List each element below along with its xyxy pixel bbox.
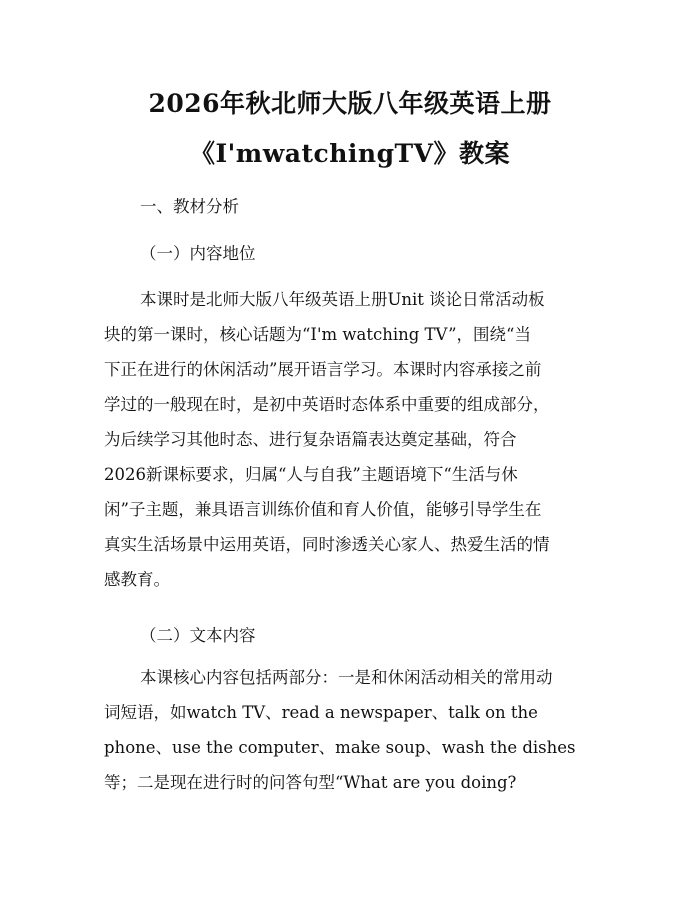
paragraph-line: 为后续学习其他时态、进行复杂语篇表达奠定基础，符合 [104, 430, 517, 449]
paragraph-content-position [104, 282, 604, 597]
paragraph-line: 2026新课标要求，归属“人与自我”主题语境下“生活与休 [104, 465, 518, 484]
paragraph-line: 等；二是现在进行时的问答句型“What are you doing? [104, 773, 517, 792]
paragraph-line: 本课核心内容包括两部分：一是和休闲活动相关的常用动 [140, 668, 553, 687]
subsection-heading-content-position: （一）内容地位 [140, 244, 256, 263]
paragraph-line: 词短语，如watch TV、read a newspaper、talk on the [104, 703, 538, 722]
paragraph-line: 闲”子主题，兼具语言训练价值和育人价值，能够引导学生在 [104, 500, 542, 519]
section-heading-textbook-analysis: 一、教材分析 [140, 197, 239, 216]
document-title-line-1: 2026年秋北师大版八年级英语上册 [148, 89, 552, 118]
paragraph-line: 感教育。 [104, 570, 170, 589]
paragraph-line: 块的第一课时，核心话题为“I'm watching TV”，围绕“当 [104, 325, 531, 344]
document-title-line-2: 《I'mwatchingTV》教案 [189, 139, 511, 168]
paragraph-line: 学过的一般现在时，是初中英语时态体系中重要的组成部分， [104, 395, 550, 414]
paragraph-line: 下正在进行的休闲活动”展开语言学习。本课时内容承接之前 [104, 360, 542, 379]
subsection-heading-text-content: （二）文本内容 [140, 626, 256, 645]
paragraph-line: 本课时是北师大版八年级英语上册Unit 谈论日常活动板 [140, 290, 545, 309]
paragraph-text-content [104, 660, 604, 800]
paragraph-line: 真实生活场景中运用英语，同时渗透关心家人、热爱生活的情 [104, 535, 550, 554]
paragraph-line: phone、use the computer、make soup、wash the dishes [104, 738, 576, 757]
